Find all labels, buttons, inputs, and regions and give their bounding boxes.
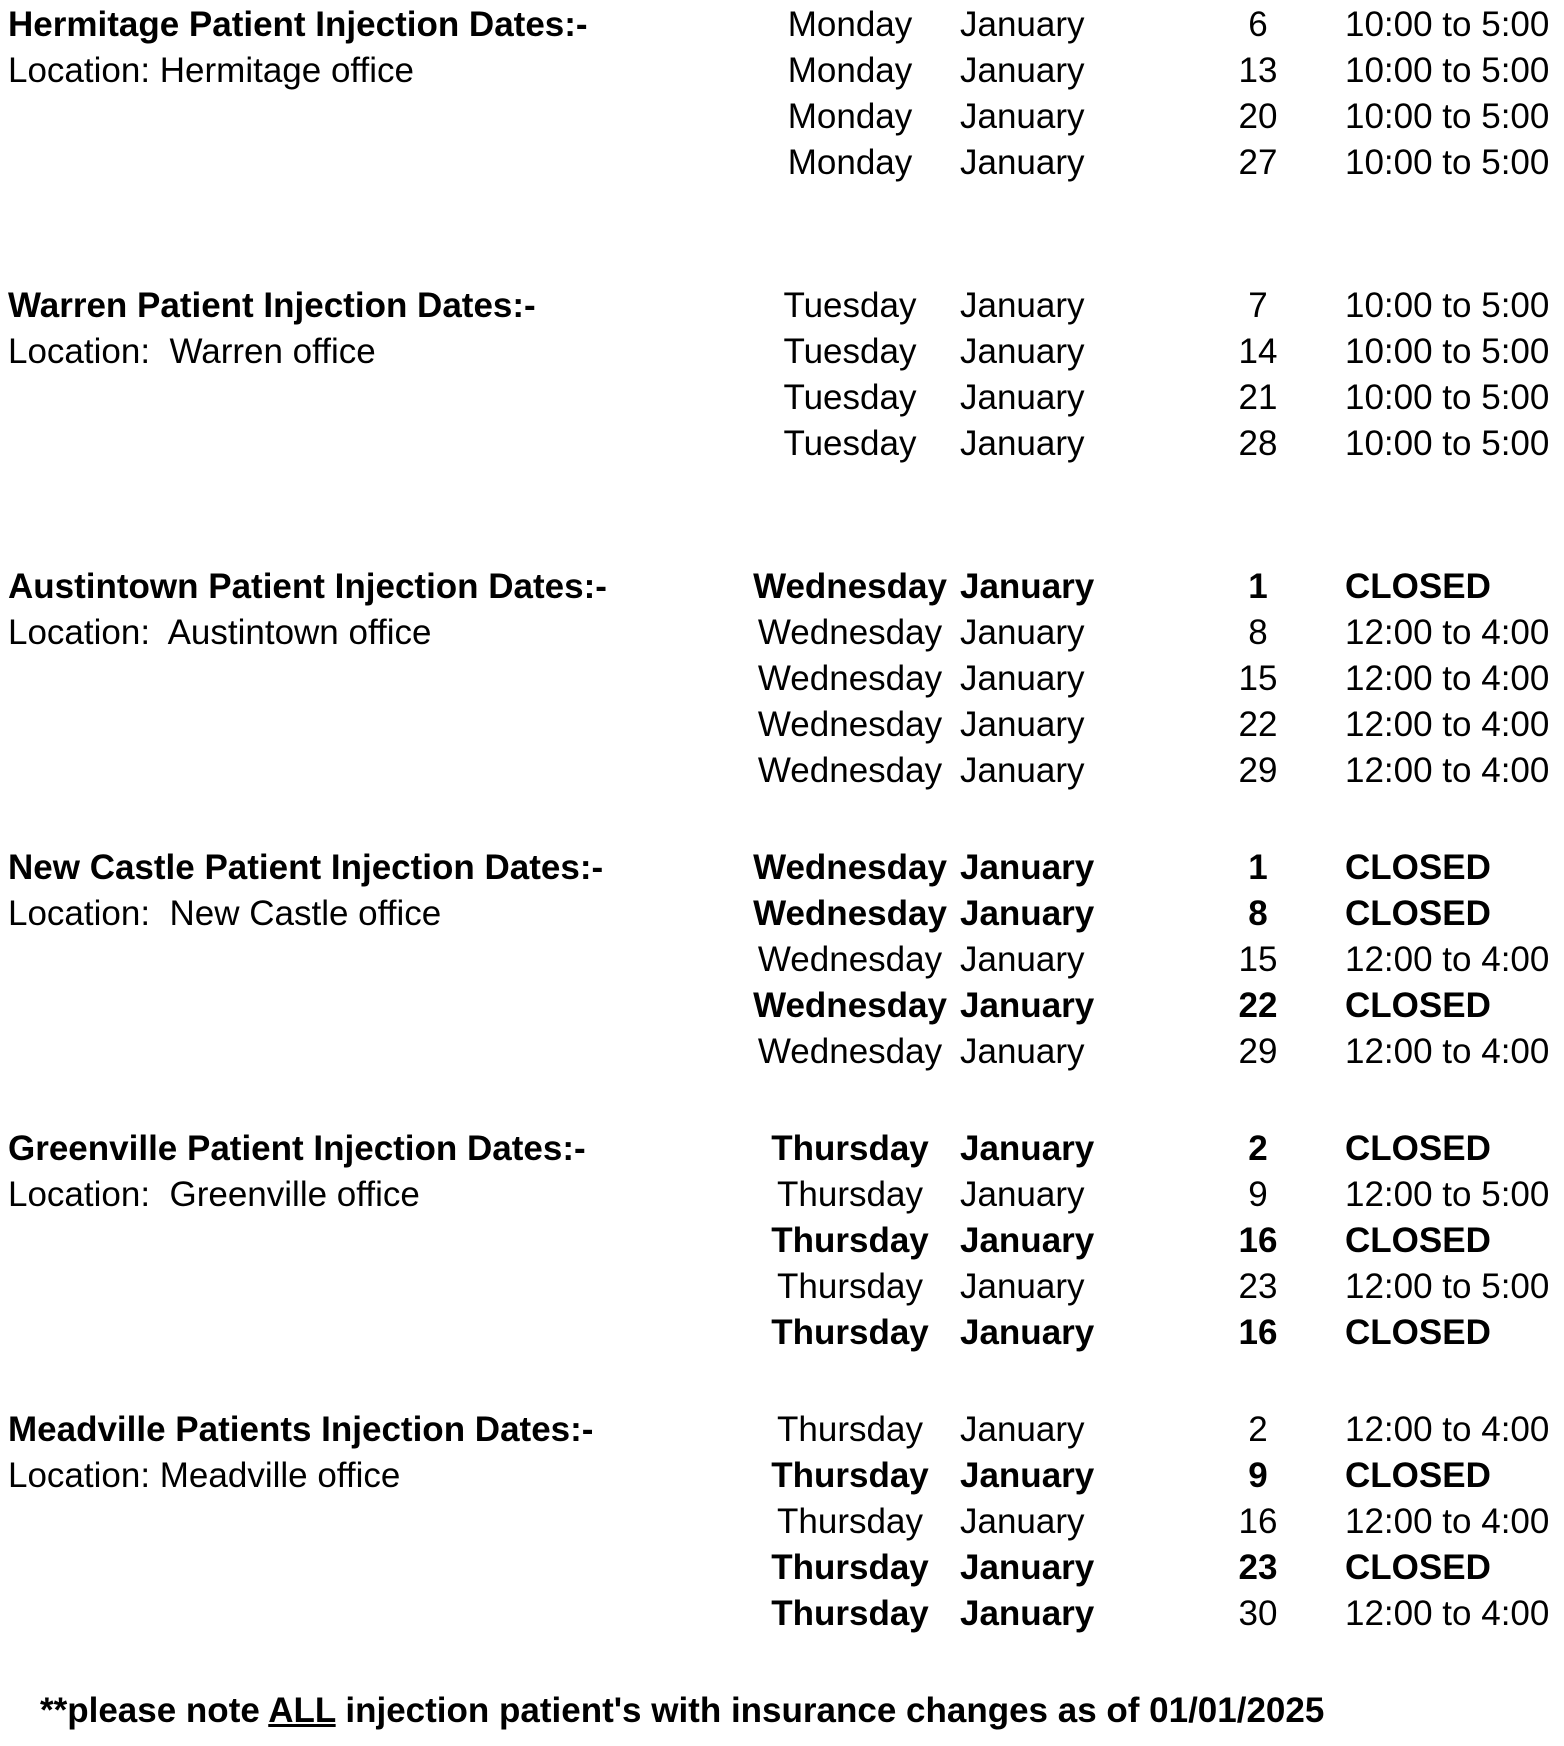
section-location: Location: Meadville office — [8, 1456, 401, 1495]
cell-month: January — [960, 51, 1085, 90]
section-grid — [0, 1407, 1564, 1637]
cell-date: 13 — [1238, 51, 1278, 90]
section-location: Location: Greenville office — [8, 1175, 420, 1214]
cell-month: January — [960, 143, 1085, 182]
section-info — [0, 2, 740, 94]
cell-day: Wednesday — [753, 567, 947, 606]
cell-month: January — [960, 848, 1095, 887]
cell-month: January — [960, 424, 1085, 463]
cell-day: Thursday — [777, 1267, 923, 1306]
cell-month: January — [960, 1502, 1085, 1541]
cell-date: 29 — [1238, 1032, 1278, 1071]
section-location: Location: Austintown office — [8, 613, 432, 652]
cell-month: January — [960, 1032, 1085, 1071]
cell-date: 23 — [1238, 1548, 1278, 1587]
cell-date: 20 — [1238, 97, 1278, 136]
section-title: Meadville Patients Injection Dates:- — [8, 1410, 594, 1449]
cell-date: 14 — [1238, 332, 1278, 371]
section-grid — [0, 845, 1564, 1075]
cell-month: January — [960, 940, 1085, 979]
cell-date: 15 — [1238, 659, 1278, 698]
section-grid — [0, 1126, 1564, 1356]
cell-time: 10:00 to 5:00 — [1345, 143, 1550, 182]
cell-date: 16 — [1238, 1502, 1278, 1541]
cell-time: 12:00 to 4:00 — [1345, 940, 1550, 979]
section-title: Greenville Patient Injection Dates:- — [8, 1129, 586, 1168]
cell-time: 10:00 to 5:00 — [1345, 51, 1550, 90]
location-section — [0, 283, 1564, 564]
cell-time: 10:00 to 5:00 — [1345, 97, 1550, 136]
cell-date: 9 — [1248, 1175, 1268, 1214]
cell-month: January — [960, 1313, 1095, 1352]
cell-month: January — [960, 5, 1085, 44]
cell-date: 16 — [1238, 1313, 1278, 1352]
cell-day: Monday — [787, 5, 913, 44]
cell-month: January — [960, 1129, 1095, 1168]
cell-day: Wednesday — [757, 659, 943, 698]
cell-time: 12:00 to 4:00 — [1345, 705, 1550, 744]
cell-month: January — [960, 1548, 1095, 1587]
cell-time: 12:00 to 4:00 — [1345, 751, 1550, 790]
cell-date: 2 — [1248, 1410, 1268, 1449]
cell-month: January — [960, 332, 1085, 371]
cell-day: Thursday — [777, 1410, 923, 1449]
cell-month: January — [960, 1175, 1085, 1214]
cell-time: 12:00 to 4:00 — [1345, 1594, 1550, 1633]
cell-month: January — [960, 659, 1085, 698]
cell-month: January — [960, 1410, 1085, 1449]
cell-date: 8 — [1248, 894, 1268, 933]
cell-day: Thursday — [771, 1456, 929, 1495]
cell-date: 9 — [1248, 1456, 1268, 1495]
cell-day: Thursday — [771, 1129, 929, 1168]
section-info — [0, 1126, 740, 1218]
section-title: Hermitage Patient Injection Dates:- — [8, 5, 588, 44]
cell-day: Thursday — [777, 1175, 923, 1214]
cell-day: Thursday — [771, 1313, 929, 1352]
cell-day: Wednesday — [757, 705, 943, 744]
section-title: Warren Patient Injection Dates:- — [8, 286, 536, 325]
cell-day: Wednesday — [757, 940, 943, 979]
section-grid — [0, 564, 1564, 794]
location-section — [0, 2, 1564, 283]
cell-date: 30 — [1238, 1594, 1278, 1633]
section-info — [0, 1407, 740, 1499]
section-location: Location: Hermitage office — [8, 51, 414, 90]
cell-day: Tuesday — [783, 332, 917, 371]
cell-time: CLOSED — [1345, 1456, 1491, 1495]
cell-month: January — [960, 613, 1085, 652]
cell-day: Thursday — [771, 1548, 929, 1587]
cell-time: 10:00 to 5:00 — [1345, 286, 1550, 325]
cell-day: Tuesday — [783, 378, 917, 417]
section-title: Austintown Patient Injection Dates:- — [8, 567, 607, 606]
cell-month: January — [960, 894, 1095, 933]
cell-time: 12:00 to 4:00 — [1345, 1032, 1550, 1071]
cell-date: 8 — [1248, 613, 1268, 652]
insurance-note — [40, 1688, 1564, 1734]
location-section — [0, 1407, 1564, 1688]
cell-time: 12:00 to 4:00 — [1345, 1410, 1550, 1449]
cell-day: Wednesday — [757, 1032, 943, 1071]
cell-time: 12:00 to 4:00 — [1345, 1502, 1550, 1541]
cell-date: 27 — [1238, 143, 1278, 182]
cell-day: Thursday — [777, 1502, 923, 1541]
cell-time: 12:00 to 4:00 — [1345, 659, 1550, 698]
cell-time: 10:00 to 5:00 — [1345, 424, 1550, 463]
cell-time: CLOSED — [1345, 567, 1491, 606]
cell-day: Monday — [787, 97, 913, 136]
note-prefix: **please note — [40, 1691, 269, 1730]
cell-date: 2 — [1248, 1129, 1268, 1168]
cell-date: 6 — [1248, 5, 1268, 44]
cell-day: Wednesday — [753, 986, 947, 1025]
cell-day: Wednesday — [753, 848, 947, 887]
cell-time: 12:00 to 5:00 — [1345, 1175, 1550, 1214]
cell-month: January — [960, 751, 1085, 790]
cell-date: 1 — [1248, 567, 1268, 606]
cell-day: Wednesday — [757, 613, 943, 652]
cell-time: 10:00 to 5:00 — [1345, 332, 1550, 371]
cell-day: Tuesday — [783, 286, 917, 325]
cell-month: January — [960, 286, 1085, 325]
cell-date: 22 — [1238, 705, 1278, 744]
section-info — [0, 283, 740, 375]
cell-time: CLOSED — [1345, 894, 1491, 933]
cell-month: January — [960, 705, 1085, 744]
cell-month: January — [960, 1221, 1095, 1260]
cell-day: Thursday — [771, 1221, 929, 1260]
cell-time: CLOSED — [1345, 986, 1491, 1025]
cell-month: January — [960, 986, 1095, 1025]
cell-month: January — [960, 1594, 1095, 1633]
note-suffix: injection patient's with insurance changes as of 01/01/2025 — [335, 1691, 1325, 1730]
cell-date: 1 — [1248, 848, 1268, 887]
location-section — [0, 845, 1564, 1126]
cell-date: 28 — [1238, 424, 1278, 463]
cell-time: CLOSED — [1345, 1548, 1491, 1587]
section-location: Location: Warren office — [8, 332, 376, 371]
schedule-sections — [0, 2, 1564, 1688]
cell-day: Tuesday — [783, 424, 917, 463]
cell-day: Monday — [787, 51, 913, 90]
cell-date: 29 — [1238, 751, 1278, 790]
cell-day: Wednesday — [757, 751, 943, 790]
section-title: New Castle Patient Injection Dates:- — [8, 848, 604, 887]
cell-day: Wednesday — [753, 894, 947, 933]
location-section — [0, 1126, 1564, 1407]
cell-time: CLOSED — [1345, 1221, 1491, 1260]
cell-month: January — [960, 1267, 1085, 1306]
cell-month: January — [960, 378, 1085, 417]
cell-time: 10:00 to 5:00 — [1345, 5, 1550, 44]
cell-time: 12:00 to 4:00 — [1345, 613, 1550, 652]
cell-time: 12:00 to 5:00 — [1345, 1267, 1550, 1306]
cell-date: 23 — [1238, 1267, 1278, 1306]
cell-date: 15 — [1238, 940, 1278, 979]
cell-month: January — [960, 1456, 1095, 1495]
section-grid — [0, 283, 1564, 467]
location-section — [0, 564, 1564, 845]
cell-date: 16 — [1238, 1221, 1278, 1260]
note-underlined-word: ALL — [268, 1691, 336, 1730]
section-info — [0, 845, 740, 937]
cell-time: CLOSED — [1345, 1313, 1491, 1352]
cell-date: 21 — [1238, 378, 1278, 417]
section-info — [0, 564, 740, 656]
cell-date: 7 — [1248, 286, 1268, 325]
cell-date: 22 — [1238, 986, 1278, 1025]
cell-day: Monday — [787, 143, 913, 182]
cell-time: CLOSED — [1345, 1129, 1491, 1168]
section-grid — [0, 2, 1564, 186]
cell-time: CLOSED — [1345, 848, 1491, 887]
cell-month: January — [960, 567, 1095, 606]
cell-day: Thursday — [771, 1594, 929, 1633]
cell-time: 10:00 to 5:00 — [1345, 378, 1550, 417]
section-location: Location: New Castle office — [8, 894, 442, 933]
cell-month: January — [960, 97, 1085, 136]
